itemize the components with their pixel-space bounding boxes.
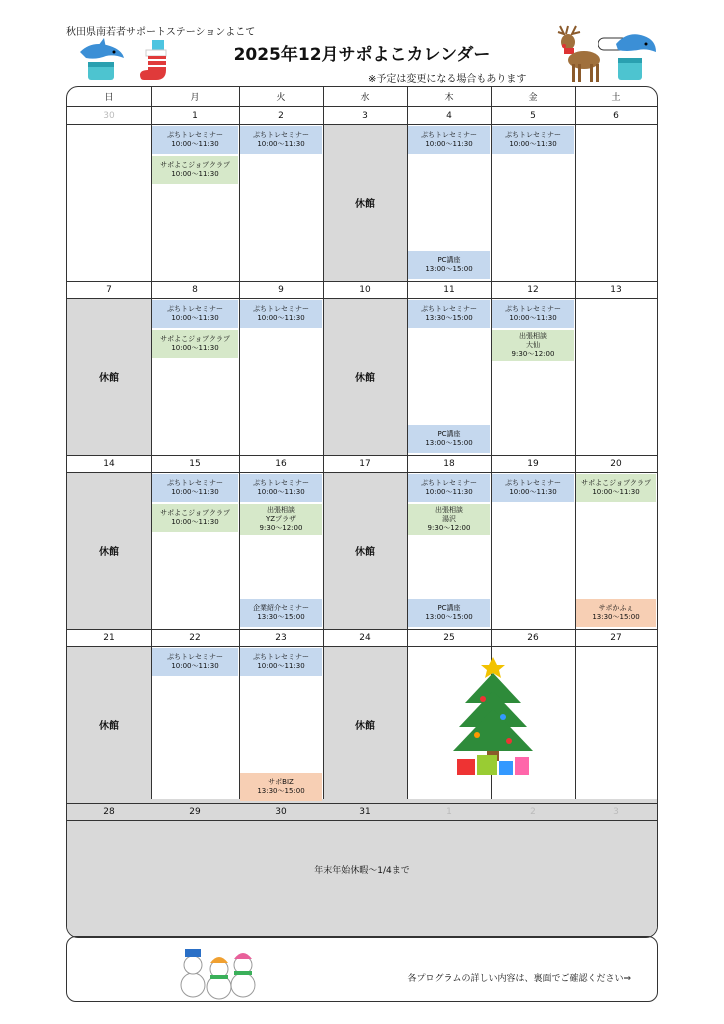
event-title: ぷちトレセミナー [253,131,309,139]
event-title: ぷちトレセミナー [167,305,223,313]
snowmen-icon [179,941,259,1001]
event-time: 13:00〜15:00 [425,439,473,447]
calendar-grid [66,86,658,938]
day-number: 9 [239,281,323,299]
day-number: 12 [491,281,575,299]
page-title: 2025年12月サポよこカレンダー [233,45,491,65]
event-w0_mon_a[interactable] [152,126,238,154]
event-title: 出張相談 [267,506,295,514]
event-title: PC講座 [437,604,461,612]
day-number: 18 [407,455,491,473]
event-title: ぷちトレセミナー [421,131,477,139]
day-number: 1 [151,107,239,125]
event-w2_tue_c[interactable] [240,599,322,627]
event-w1_thu_pc[interactable] [408,425,490,453]
event-time: 10:00〜11:30 [171,518,219,526]
weekday-header: 土 [575,87,657,107]
day-number: 22 [151,629,239,647]
column-divider [575,87,576,799]
event-w2_fri_a[interactable] [492,474,574,502]
event-title: サポかふぇ [598,604,634,612]
event-title: サポよこジョブクラブ [160,509,230,517]
event-time: 10:00〜11:30 [171,488,219,496]
event-time: 9:30〜12:00 [427,524,471,532]
event-title: ぷちトレセミナー [505,305,561,313]
event-time: 10:00〜11:30 [509,140,557,148]
event-title: サポBIZ [268,778,294,786]
event-time: 13:30〜15:00 [425,314,473,322]
day-number: 3 [323,107,407,125]
event-w2_thu_b[interactable] [408,504,490,535]
closed-label: 休館 [355,199,375,210]
day-number: 1 [407,803,491,821]
closed-label: 休館 [99,373,119,384]
weekday-header: 火 [239,87,323,107]
event-w1_fri_b[interactable] [492,330,574,361]
event-title: ぷちトレセミナー [505,479,561,487]
day-number: 27 [575,629,657,647]
closed-label: 休館 [99,547,119,558]
event-w2_thu_pc[interactable] [408,599,490,627]
event-title: ぷちトレセミナー [421,479,477,487]
day-number: 26 [491,629,575,647]
organization-name: 秋田県南若者サポートステーションよこて [66,27,256,38]
event-title: ぷちトレセミナー [167,131,223,139]
event-place: YZプラザ [265,515,297,523]
event-title: ぷちトレセミナー [505,131,561,139]
event-w1_mon_b[interactable] [152,330,238,358]
day-number: 23 [239,629,323,647]
christmas-tree-icon [443,651,543,781]
event-time: 13:00〜15:00 [425,265,473,273]
event-time: 10:00〜11:30 [257,140,305,148]
weekday-header: 木 [407,87,491,107]
event-w0_tue_a[interactable] [240,126,322,154]
event-title: 出張相談 [435,506,463,514]
event-w2_tue_a[interactable] [240,474,322,502]
day-number: 21 [67,629,151,647]
event-w3_tue_a[interactable] [240,648,322,676]
event-time: 13:00〜15:00 [425,613,473,621]
event-title: ぷちトレセミナー [253,653,309,661]
column-divider [151,87,152,799]
event-w1_fri_a[interactable] [492,300,574,328]
event-title: サポよこジョブクラブ [160,335,230,343]
closed-label: 休館 [355,721,375,732]
event-title: ぷちトレセミナー [167,479,223,487]
weekday-header: 月 [151,87,239,107]
day-number: 30 [67,107,151,125]
column-divider [407,87,408,799]
day-number: 2 [239,107,323,125]
event-title: ぷちトレセミナー [167,653,223,661]
event-w1_thu_a[interactable] [408,300,490,328]
event-title: PC講座 [437,430,461,438]
event-place: 大仙 [526,341,540,349]
closed-label: 休館 [355,547,375,558]
event-time: 10:00〜11:30 [257,314,305,322]
event-time: 10:00〜11:30 [171,344,219,352]
reindeer-icon [552,24,602,84]
event-time: 10:00〜11:30 [171,662,219,670]
day-number: 31 [323,803,407,821]
schedule-note: ※予定は変更になる場合もあります [368,74,527,85]
event-title: 出張相談 [519,332,547,340]
event-time: 9:30〜12:00 [259,524,303,532]
day-number: 17 [323,455,407,473]
event-w1_tue_a[interactable] [240,300,322,328]
closed-label: 休館 [355,373,375,384]
day-number: 20 [575,455,657,473]
event-w2_tue_b[interactable] [240,504,322,535]
event-w3_mon_a[interactable] [152,648,238,676]
event-time: 13:30〜15:00 [592,613,640,621]
event-time: 10:00〜11:30 [425,488,473,496]
event-title: 企業紹介セミナー [253,604,309,612]
event-w0_thu_a[interactable] [408,126,490,154]
event-w1_mon_a[interactable] [152,300,238,328]
day-number: 7 [67,281,151,299]
event-w0_mon_b[interactable] [152,156,238,184]
day-number: 14 [67,455,151,473]
event-title: サポよこジョブクラブ [160,161,230,169]
day-number: 15 [151,455,239,473]
day-number: 2 [491,803,575,821]
event-time: 10:00〜11:30 [171,314,219,322]
event-time: 10:00〜11:30 [592,488,640,496]
day-number: 24 [323,629,407,647]
day-number: 3 [575,803,657,821]
event-title: サポよこジョブクラブ [581,479,651,487]
event-time: 10:00〜11:30 [509,314,557,322]
event-time: 13:30〜15:00 [257,613,305,621]
day-number: 11 [407,281,491,299]
day-number: 6 [575,107,657,125]
day-number: 30 [239,803,323,821]
event-title: ぷちトレセミナー [421,305,477,313]
day-number: 4 [407,107,491,125]
day-number: 5 [491,107,575,125]
christmas-stocking-icon [138,40,176,84]
day-number: 19 [491,455,575,473]
day-number: 28 [67,803,151,821]
event-time: 10:00〜11:30 [257,662,305,670]
event-title: ぷちトレセミナー [253,305,309,313]
event-time: 10:00〜11:30 [425,140,473,148]
event-time: 10:00〜11:30 [171,140,219,148]
day-number: 25 [407,629,491,647]
year-end-label: 年末年始休暇〜1/4まで [314,866,410,876]
event-w2_mon_b[interactable] [152,504,238,532]
event-w2_mon_a[interactable] [152,474,238,502]
event-w0_fri_a[interactable] [492,126,574,154]
event-w3_tue_b[interactable] [240,773,322,801]
day-number: 8 [151,281,239,299]
dolphin-with-cap-icon [598,28,658,82]
weekday-header: 日 [67,87,151,107]
event-w2_sat_a[interactable] [576,474,656,502]
footer-note: 各プログラムの詳しい内容は、裏面でご確認ください⇒ [407,974,631,984]
event-w2_sat_b[interactable] [576,599,656,627]
weekday-header: 金 [491,87,575,107]
event-w2_thu_a[interactable] [408,474,490,502]
column-divider [239,87,240,799]
dolphin-icon [78,38,126,82]
footer-box [66,936,658,1002]
event-title: PC講座 [437,256,461,264]
day-number: 29 [151,803,239,821]
event-time: 10:00〜11:30 [257,488,305,496]
event-w0_thu_pc[interactable] [408,251,490,279]
closed-label: 休館 [99,721,119,732]
column-divider [323,87,324,799]
event-time: 10:00〜11:30 [509,488,557,496]
event-time: 10:00〜11:30 [171,170,219,178]
day-number: 10 [323,281,407,299]
day-number: 13 [575,281,657,299]
event-title: ぷちトレセミナー [253,479,309,487]
day-number: 16 [239,455,323,473]
event-time: 9:30〜12:00 [511,350,555,358]
weekday-header: 水 [323,87,407,107]
event-time: 13:30〜15:00 [257,787,305,795]
event-place: 湯沢 [442,515,456,523]
